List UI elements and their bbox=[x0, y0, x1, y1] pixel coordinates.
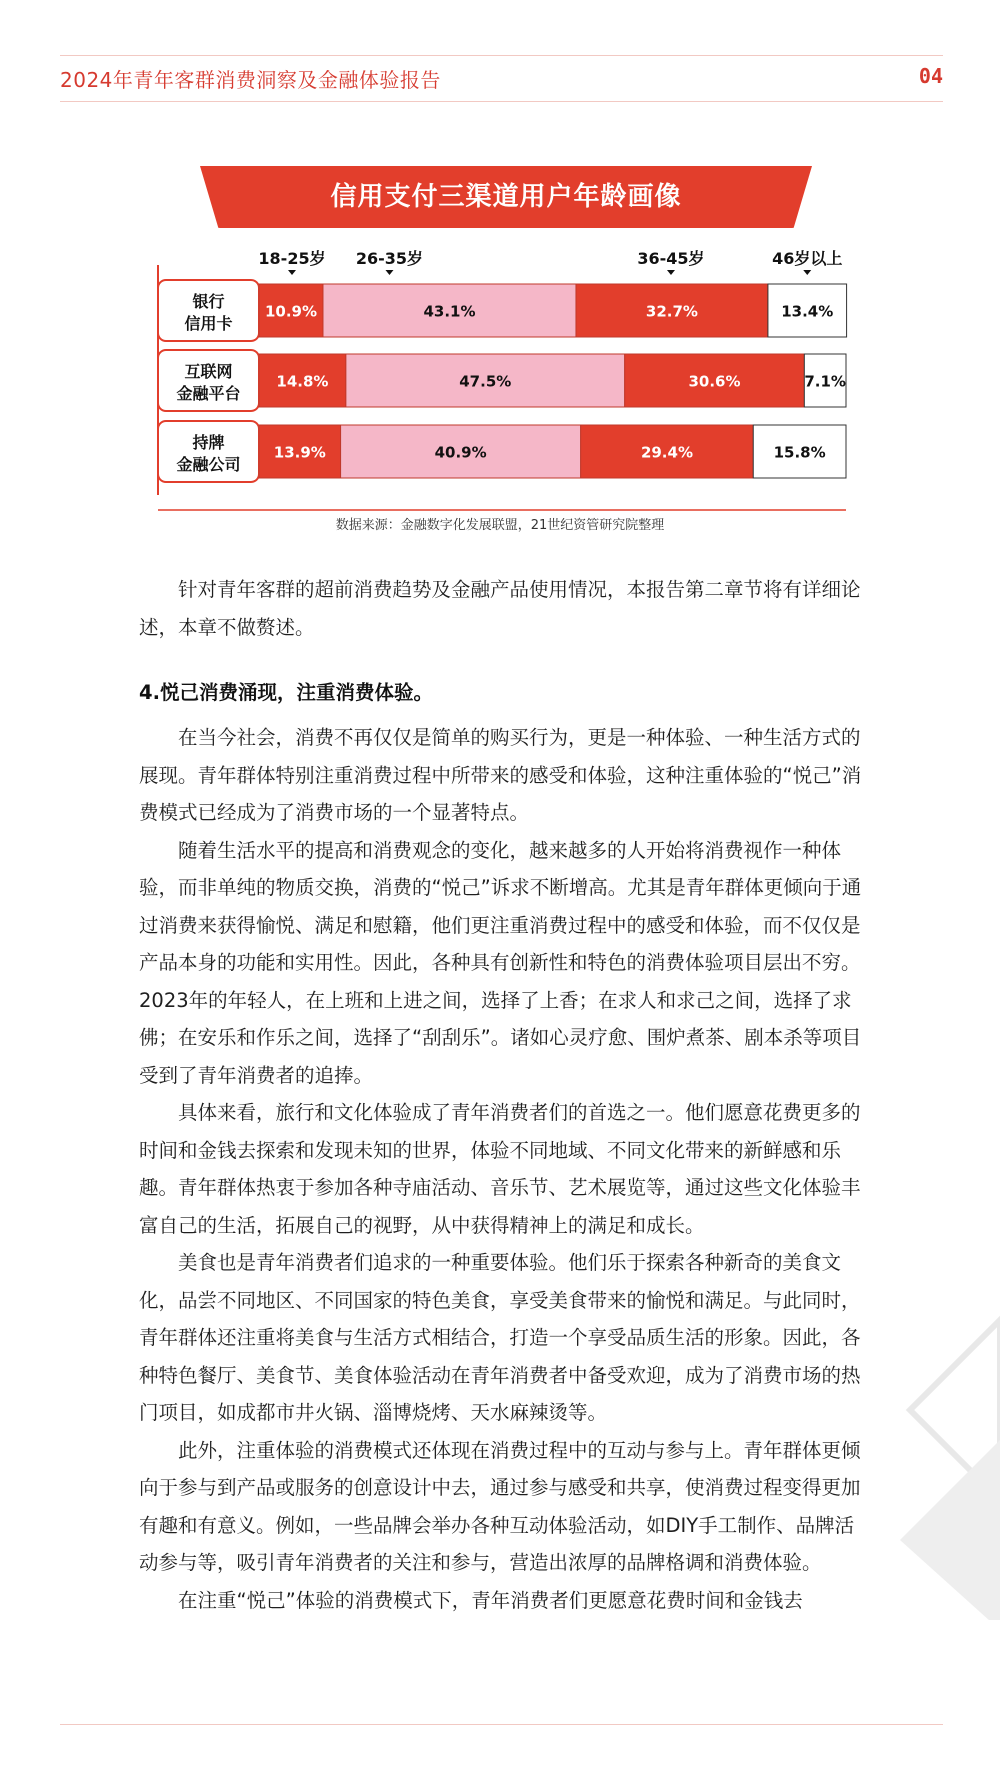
bar-value-label: 7.1% bbox=[804, 372, 846, 391]
age-group-label: 26-35岁 bbox=[355, 249, 424, 268]
section-heading: 4.悦己消费涌现，注重消费体验。 bbox=[139, 681, 433, 704]
chart-title: 信用支付三渠道用户年龄画像 bbox=[330, 182, 682, 212]
category-label-line2: 信用卡 bbox=[184, 314, 233, 333]
bar-value-label: 32.7% bbox=[645, 302, 698, 321]
stacked-bar-chart bbox=[0, 0, 1000, 520]
bar-value-label: 15.8% bbox=[773, 443, 826, 462]
paragraph-1: 在当今社会，消费不再仅仅是简单的购买行为，更是一种体验、一种生活方式的展现。青年群体特别注重消费过程中所带来的感受和体验，这种注重体验的“悦己”消费模式已经成为了消费市场的一个显著特点。 bbox=[139, 726, 862, 824]
age-group-label: 18-25岁 bbox=[258, 249, 326, 268]
bar-value-label: 40.9% bbox=[434, 443, 487, 462]
intro-paragraph bbox=[139, 571, 862, 646]
bar-value-label: 47.5% bbox=[459, 372, 512, 391]
bar-value-label: 10.9% bbox=[264, 302, 318, 321]
chart-source: 数据来源：金融数字化发展联盟，21世纪资管研究院整理 bbox=[335, 518, 665, 533]
bar-value-label: 43.1% bbox=[423, 302, 476, 321]
bar-value-label: 14.8% bbox=[276, 372, 329, 391]
category-label-line2: 金融平台 bbox=[176, 384, 241, 403]
bar-value-label: 30.6% bbox=[688, 372, 741, 391]
age-group-pointer bbox=[667, 270, 675, 275]
decorative-diamonds bbox=[880, 1300, 1000, 1620]
bar-value-label: 29.4% bbox=[640, 443, 693, 462]
paragraph-6: 在注重“悦己”体验的消费模式下，青年消费者们更愿意花费时间和金钱去 bbox=[178, 1588, 803, 1612]
age-group-pointer bbox=[385, 270, 393, 275]
footer-line bbox=[60, 1724, 943, 1725]
paragraph-text: 针对青年客群的超前消费趋势及金融产品使用情况，本报告第二章节将有详细论述，本章不做赘述。 bbox=[139, 578, 861, 639]
category-label-line1: 互联网 bbox=[184, 362, 233, 381]
category-label-line2: 金融公司 bbox=[176, 455, 241, 474]
paragraph-4: 美食也是青年消费者们追求的一种重要体验。他们乐于探索各种新奇的美食文化，品尝不同地区、不同国家的特色美食，享受美食带来的愉悦和满足。与此同时，青年群体还注重将美食与生活方式相结合，打造一个享受品质生活的形象。因此，各种特色餐厅、美食节、美食体验活动在青年消费者中备受欢迎，成为了消费市场的热门项目，如成都市井火锅、淄博烧烤、天水麻辣烫等。 bbox=[139, 1251, 861, 1424]
age-group-pointer bbox=[803, 270, 811, 275]
page-number: 04 bbox=[918, 64, 943, 88]
diamond-filled-shape bbox=[900, 1440, 1000, 1620]
paragraph-5: 此外，注重体验的消费模式还体现在消费过程中的互动与参与上。青年群体更倾向于参与到产品或服务的创意设计中去，通过参与感受和共享，使消费过程变得更加有趣和有意义。例如，一些品牌会举办各种互动体验活动，如DIY手工制作、品牌活动参与等，吸引青年消费者的关注和参与，营造出浓厚的品牌格调和消费体验。 bbox=[139, 1438, 861, 1574]
bar-value-label: 13.9% bbox=[273, 443, 326, 462]
body-paragraphs bbox=[139, 719, 862, 1619]
paragraph-2: 随着生活水平的提高和消费观念的变化，越来越多的人开始将消费视作一种体验，而非单纯的物质交换，消费的“悦己”诉求不断增高。尤其是青年群体更倾向于通过消费来获得愉悦、满足和慰籍，他们更注重消费过程中的感受和体验，而不仅仅是产品本身的功能和实用性。因此，各种具有创新性和特色的消费体验项目层出不穷。2023年的年轻人，在上班和上进之间，选择了上香；在求人和求己之间，选择了求佛；在安乐和作乐之间，选择了“刮刮乐”。诸如心灵疗愈、围炉煮茶、剧本杀等项目受到了青年消费者的追捧。 bbox=[139, 838, 862, 1087]
age-group-label: 46岁以上 bbox=[772, 249, 843, 268]
category-label-line1: 银行 bbox=[192, 292, 225, 311]
paragraph-3: 具体来看，旅行和文化体验成了青年消费者们的首选之一。他们愿意花费更多的时间和金钱去探索和发现未知的世界，体验不同地域、不同文化带来的新鲜感和乐趣。青年群体热衷于参加各种寺庙活动、音乐节、艺术展览等，通过这些文化体验丰富自己的生活，拓展自己的视野，从中获得精神上的满足和成长。 bbox=[139, 1101, 861, 1237]
age-group-pointer bbox=[288, 270, 296, 275]
category-label-line1: 持牌 bbox=[192, 433, 225, 452]
bar-value-label: 13.4% bbox=[781, 302, 834, 321]
age-group-label: 36-45岁 bbox=[637, 249, 705, 268]
report-title: 2024年青年客群消费洞察及金融体验报告 bbox=[60, 68, 441, 92]
